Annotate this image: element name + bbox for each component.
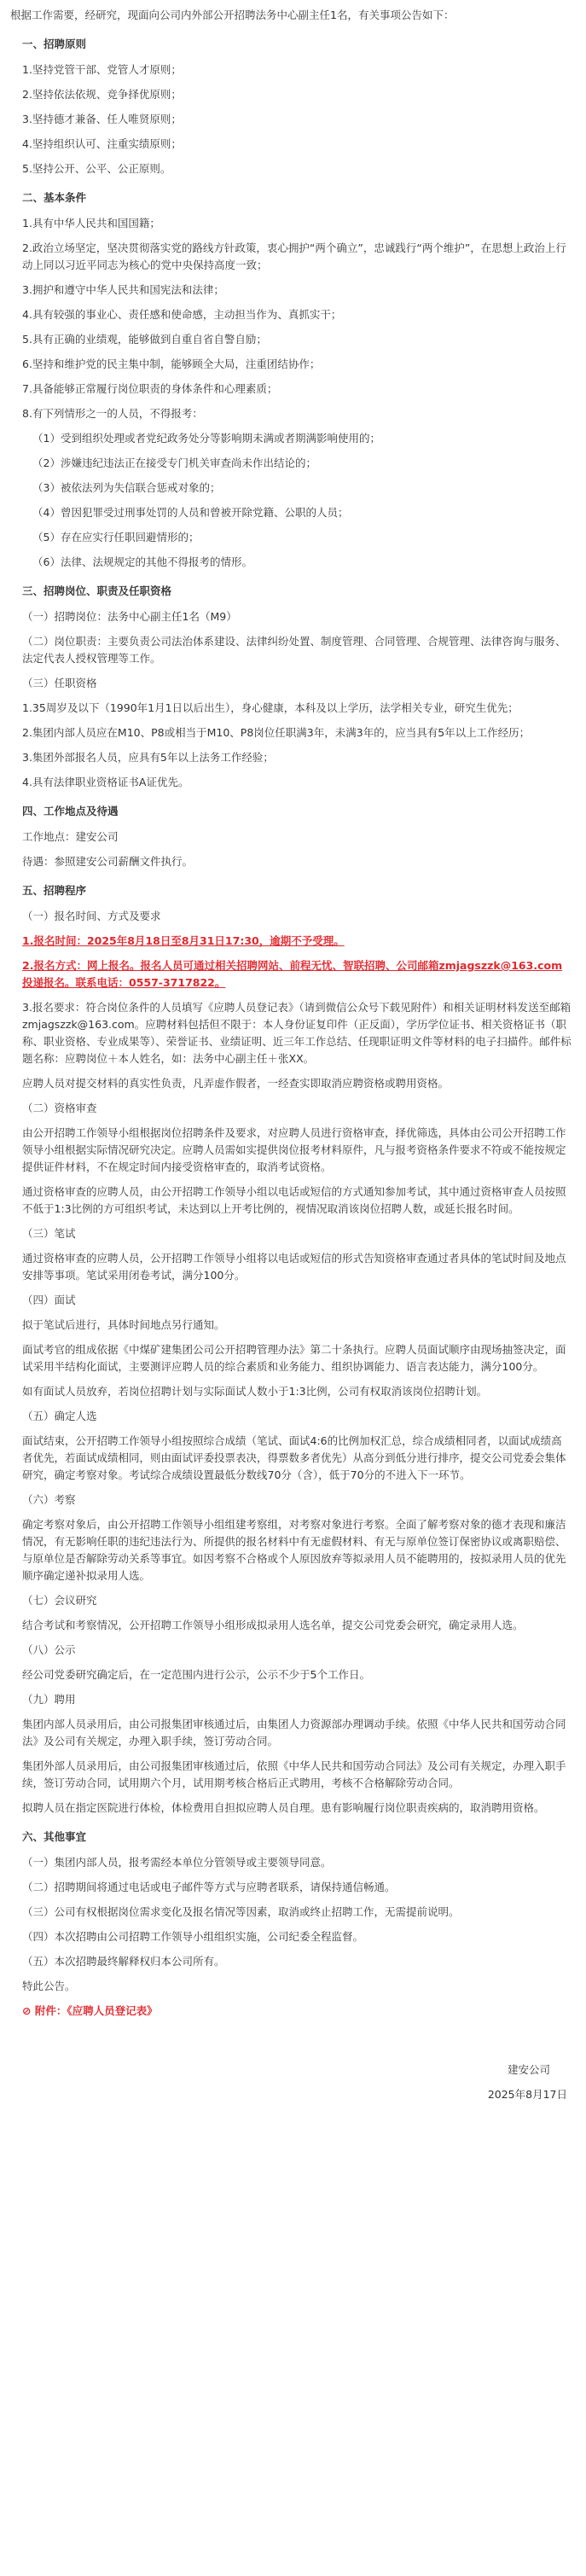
qualification-item: 3.集团外部报名人员，应具有5年以上法务工作经验； xyxy=(22,751,274,764)
qualification-item: 4.具有法律职业资格证书A证优先。 xyxy=(22,776,189,788)
other-item: （四）本次招聘由公司招聘工作领导小组组织实施，公司纪委全程监督。 xyxy=(22,1930,364,1943)
inspection-title: （六）考察 xyxy=(22,1493,76,1506)
attachment-icon: ⊘ xyxy=(22,2004,32,2017)
qualification-item: 2.集团内部人员应在M10、P8或相当于M10、P8岗位任职满3年，未满3年的，应当具有5年以上工作经历； xyxy=(22,726,531,739)
intro-paragraph: 根据工作需要，经研究，现面向公司内外部公开招聘法务中心副主任1名，有关事项公告如下： xyxy=(10,9,455,21)
contact-email-link[interactable]: zmjagszzk@163.com xyxy=(438,959,563,972)
registration-requirements: 3.报名要求：符合岗位条件的人员填写《应聘人员登记表》（请到微信公众号下载见附件）和相关证明材料发送至邮箱zmjagszzk@163.com。应聘材料包括但不限于：本人身份证复印件（正反面），学历学位证书、相关资格证书（职称、职业资格、专业成果等）、荣誉证书、业绩证明、近三年工作总结、任现职证明文件等材料的电子扫描件。邮件标题名称：应聘岗位＋本人姓名，如：法务中心副主任＋张XX。 xyxy=(22,1001,571,1065)
selection-paragraph: 面试结束，公开招聘工作领导小组按照综合成绩（笔试、面试4:6的比例加权汇总，综合成绩相同者，以面试成绩高者优先，若面试成绩相同，则由面试评委投票表决，得票数多者优先）从高分到低分进行排序，提交公司党委会集体研究，确定考察对象。考试综合成绩设置最低分数线70分（含），低于70分的不进入下一环节。 xyxy=(22,1434,566,1481)
other-item: （五）本次招聘最终解释权归本公司所有。 xyxy=(22,1955,225,1968)
principle-item: 2.坚持依法依规、竞争择优原则； xyxy=(22,88,182,101)
exam-paragraph: 通过资格审查的应聘人员，公开招聘工作领导小组将以电话或短信的形式告知资格审查通过者具体的笔试时间及地点安排等事项。笔试采用闭卷考试，满分100分。 xyxy=(22,1252,566,1282)
review-paragraph: 由公开招聘工作领导小组根据岗位招聘条件及要求，对应聘人员进行资格审查，择优筛选，具体由公司公开招聘工作领导小组根据实际情况研究决定。应聘人员需如实提供岗位报考材料原件，凡与报考资格条件要求不符或不能按规定提供证件材料，不在规定时间内接受资格审查的，取消考试资格。 xyxy=(22,1126,566,1173)
registration-time: 1.报名时间：2025年8月18日至8月31日17:30，逾期不予受理。 xyxy=(22,934,345,947)
interview-title: （四）面试 xyxy=(22,1294,76,1306)
section-1-title: 一、招聘原则 xyxy=(22,38,87,50)
employment-paragraph: 集团外部人员录用后，由公司报集团审核通过后，依照《中华人民共和国劳动合同法》及公司有关规定，办理入职手续，签订劳动合同，试用期六个月，试用期考核合格后正式聘用，考核不合格解除劳动合同。 xyxy=(22,1759,566,1789)
condition-item: 6.坚持和维护党的民主集中制，能够顾全大局，注重团结协作； xyxy=(22,358,321,370)
signature-date: 2025年8月17日 xyxy=(487,2088,567,2101)
qualification-title: （三）任职资格 xyxy=(22,677,97,689)
registration-note: 应聘人员对提交材料的真实性负责，凡弄虚作假者，一经查实即取消应聘资格或聘用资格。 xyxy=(22,1077,450,1090)
exam-title: （三）笔试 xyxy=(22,1227,76,1240)
condition-item: 8.有下列情形之一的人员，不得报考： xyxy=(22,407,203,420)
registration-method: 2.报名方式：网上报名。报名人员可通过相关招聘网站、前程无忧、智联招聘、公司邮箱zmjagszzk@163.com投递报名。联系电话：0557-3717822。 xyxy=(22,959,563,989)
publicity-title: （八）公示 xyxy=(22,1643,76,1656)
principle-item: 1.坚持党管干部、党管人才原则； xyxy=(22,63,182,76)
review-paragraph: 通过资格审查的应聘人员，由公开招聘工作领导小组以电话或短信的方式通知参加考试，其中通过资格审查人员按照不低于1:3比例的方可组织考试，未达到以上开考比例的，视情况取消该岗位招聘人数，或延长报名时间。 xyxy=(22,1185,566,1215)
meeting-title: （七）会议研究 xyxy=(22,1594,97,1607)
section-3-title: 三、招聘岗位、职责及任职资格 xyxy=(22,584,172,597)
qualification-item: 1.35周岁及以下（1990年1月1日以后出生），身心健康，本科及以上学历，法学相关专业，研究生优先； xyxy=(22,701,519,714)
employment-title: （九）聘用 xyxy=(22,1693,76,1706)
section-4-title: 四、工作地点及待遇 xyxy=(22,805,119,817)
attachment-label: 附件：《应聘人员登记表》 xyxy=(34,2004,158,2017)
principle-item: 5.坚持公开、公平、公正原则。 xyxy=(22,162,171,175)
condition-item: 4.具有较强的事业心、责任感和使命感，主动担当作为、真抓实干； xyxy=(22,308,342,321)
condition-item: 1.具有中华人民共和国国籍； xyxy=(22,217,160,230)
other-item: （二）招聘期间将通过电话或电子邮件等方式与应聘者联系，请保持通信畅通。 xyxy=(22,1881,396,1893)
section-5-title: 五、招聘程序 xyxy=(22,884,87,897)
other-item: （三）公司有权根据岗位需求变化及报名情况等因素，取消或终止招聘工作，无需提前说明。 xyxy=(22,1905,460,1918)
attachment-link[interactable] xyxy=(10,2003,572,2020)
exclusion-item: （5）存在应实行任职回避情形的； xyxy=(32,531,200,544)
exclusion-item: （3）被依法列为失信联合惩戒对象的； xyxy=(32,481,221,494)
inspection-paragraph: 确定考察对象后，由公开招聘工作领导小组组建考察组，对考察对象进行考察。全面了解考察对象的德才表现和廉洁情况，有无影响任职的违纪违法行为、所提供的报名材料中有无虚假材料、有无与原单位签订保密协议或离职赔偿、与原单位是否解除劳动关系等事宜。如因考察不合格或个人原因放弃等拟录用人员不能聘用的，按拟录用人员的优先顺序确定递补拟录用人选。 xyxy=(22,1518,566,1582)
condition-item: 3.拥护和遵守中华人民共和国宪法和法律； xyxy=(22,283,224,296)
post-line: （一）招聘岗位：法务中心副主任1名（M9） xyxy=(22,610,237,623)
selection-title: （五）确定人选 xyxy=(22,1410,97,1422)
interview-paragraph: 如有面试人员放弃，若岗位招聘计划与实际面试人数小于1:3比例，公司有权取消该岗位招聘计划。 xyxy=(22,1385,488,1398)
exclusion-item: （6）法律、法规规定的其他不得报考的情形。 xyxy=(32,555,252,568)
condition-item: 7.具备能够正常履行岗位职责的身体条件和心理素质； xyxy=(22,382,278,395)
work-place: 工作地点：建安公司 xyxy=(22,830,119,843)
condition-item: 2.政治立场坚定，坚决贯彻落实党的路线方针政策，衷心拥护“两个确立”，忠诚践行“两个维护”，在思想上政治上行动上同以习近平同志为核心的党中央保持高度一致； xyxy=(22,241,566,271)
interview-paragraph: 拟于笔试后进行，具体时间地点另行通知。 xyxy=(22,1318,225,1331)
principle-item: 4.坚持组织认可、注重实绩原则； xyxy=(22,137,182,150)
exclusion-item: （2）涉嫌违纪违法正在接受专门机关审查尚未作出结论的； xyxy=(32,456,316,469)
review-title: （二）资格审查 xyxy=(22,1102,97,1114)
other-item: （一）集团内部人员，报考需经本单位分管领导或主要领导同意。 xyxy=(22,1856,332,1869)
signature-org: 建安公司 xyxy=(507,2063,550,2076)
closing-line: 特此公告。 xyxy=(22,1980,76,1992)
meeting-paragraph: 结合考试和考察情况，公开招聘工作领导小组形成拟录用人选名单，提交公司党委会研究，确定录用人选。 xyxy=(22,1619,524,1631)
salary-line: 待遇：参照建安公司薪酬文件执行。 xyxy=(22,855,194,868)
employment-paragraph: 集团内部人员录用后，由公司报集团审核通过后，由集团人力资源部办理调动手续。依照《中华人民共和国劳动合同法》及公司有关规定，办理入职手续，签订劳动合同。 xyxy=(22,1718,566,1747)
condition-item: 5.具有正确的业绩观，能够做到自重自省自警自励； xyxy=(22,333,267,346)
exclusion-item: （1）受到组织处理或者党纪政务处分等影响期未满或者期满影响使用的； xyxy=(32,432,380,445)
section-2-title: 二、基本条件 xyxy=(22,191,87,204)
publicity-paragraph: 经公司党委研究确定后，在一定范围内进行公示，公示不少于5个工作日。 xyxy=(22,1668,370,1681)
duty-line: （二）岗位职责：主要负责公司法治体系建设、法律纠纷处置、制度管理、合同管理、合规管理、法律咨询与服务、法定代表人授权管理等工作。 xyxy=(22,635,566,665)
exclusion-item: （4）曾因犯罪受过刑事处罚的人员和曾被开除党籍、公职的人员； xyxy=(32,506,349,519)
section-6-title: 六、其他事宜 xyxy=(22,1830,87,1843)
principle-item: 3.坚持德才兼备、任人唯贤原则； xyxy=(22,113,182,125)
interview-paragraph: 面试考官的组成依据《中煤矿建集团公司公开招聘管理办法》第二十条执行。应聘人员面试顺序由现场抽签决定，面试采用半结构化面试，主要测评应聘人员的综合素质和业务能力、组织协调能力、语言表达能力，满分100分。 xyxy=(22,1343,566,1373)
registration-title: （一）报名时间、方式及要求 xyxy=(22,910,161,922)
employment-paragraph: 拟聘人员在指定医院进行体检，体检费用自担拟应聘人员自理。患有影响履行岗位职责疾病的，取消聘用资格。 xyxy=(22,1801,545,1814)
